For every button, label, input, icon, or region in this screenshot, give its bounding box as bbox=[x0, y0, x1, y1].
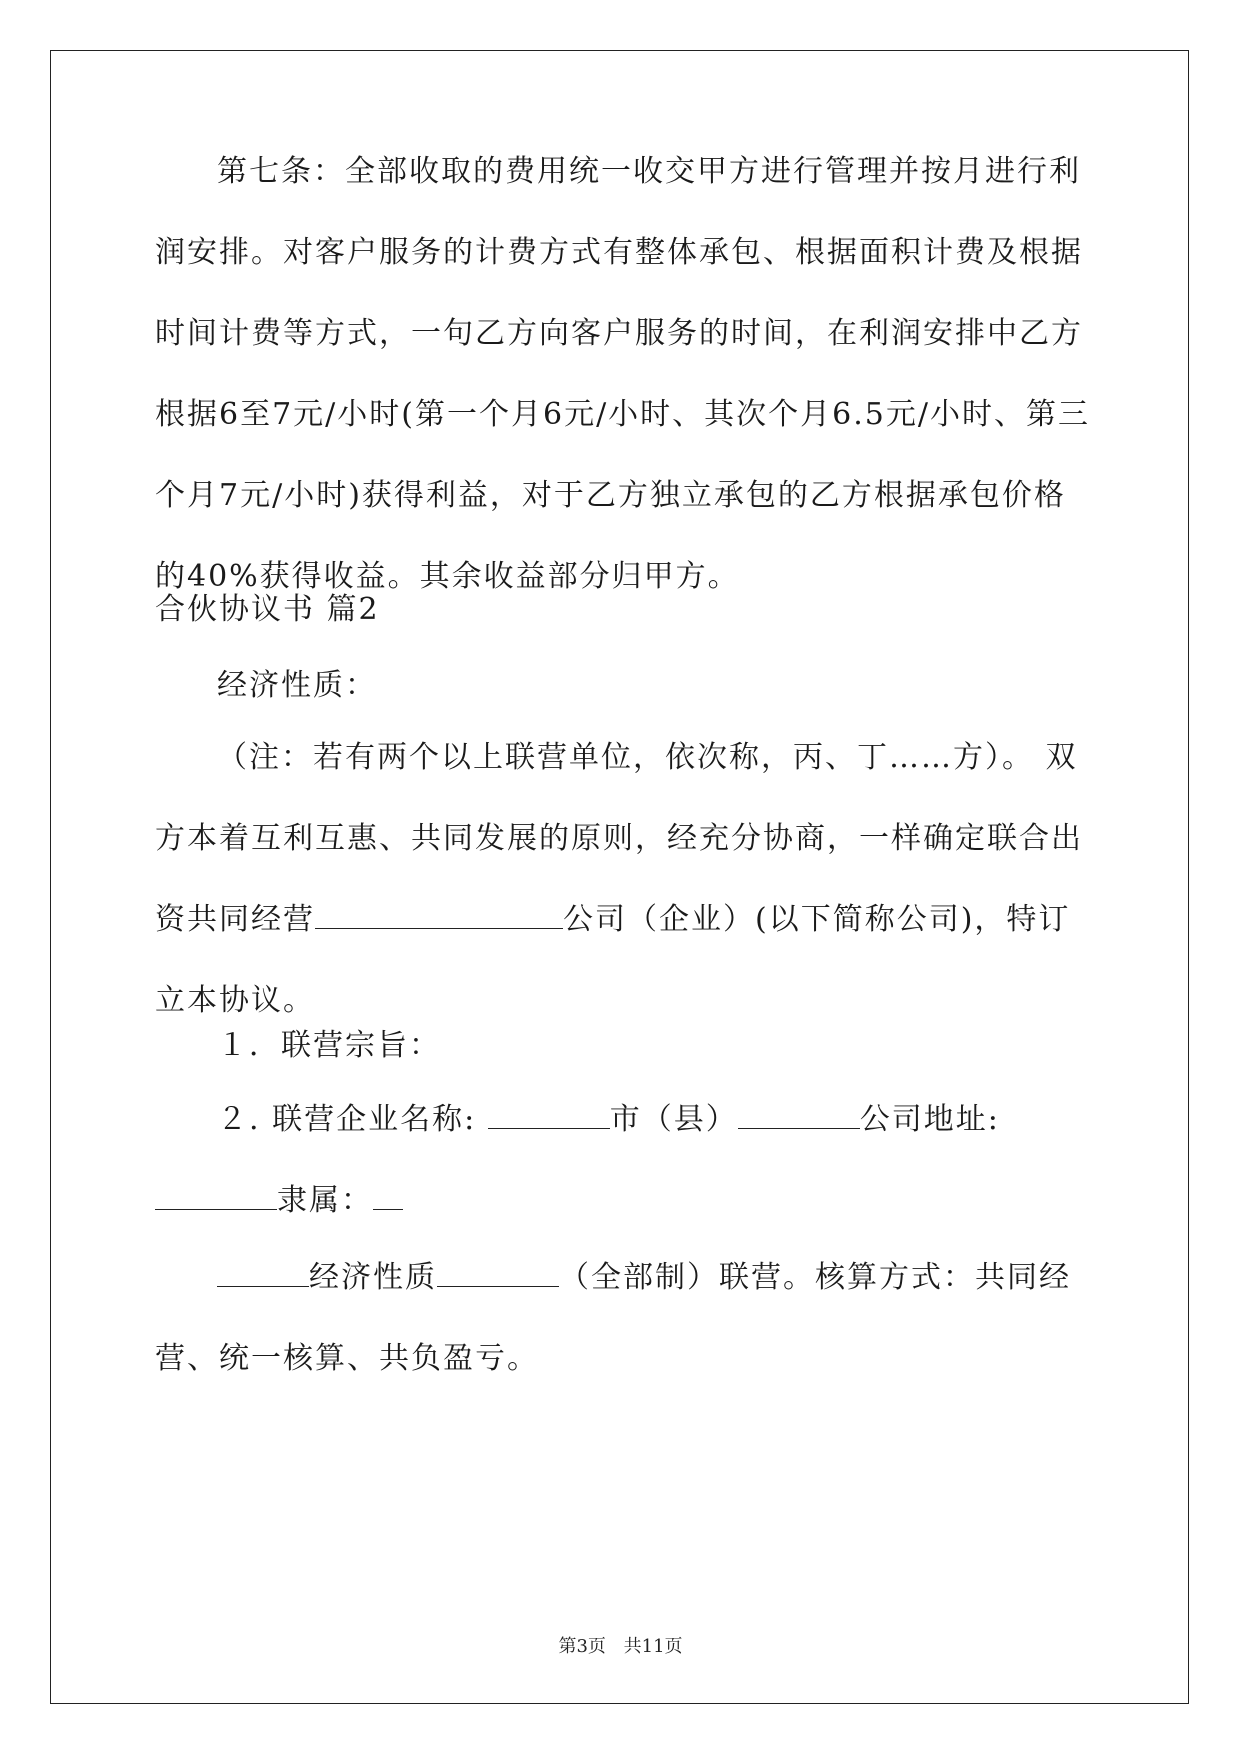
enterprise-name-blank bbox=[488, 1104, 610, 1129]
company-name-blank bbox=[315, 904, 563, 929]
company-address-blank bbox=[155, 1185, 277, 1210]
page-number: 第3页 bbox=[558, 1636, 606, 1657]
affiliation-label: 隶属： bbox=[277, 1183, 373, 1218]
article-seven-paragraph: 第七条：全部收取的费用统一收交甲方进行管理并按月进行利润安排。对客户服务的计费方式有整体承包、根据面积计费及根据时间计费等方式，一句乙方向客户服务的时间，在利润安排中乙方根据6至7元/小时(第一个月6元/小时、其次个月6.5元/小时、第三个月7元/小时)获得利益，对于乙方独立承包的乙方根据承包价格的40%获得收益。其余收益部分归甲方。 bbox=[155, 154, 1090, 594]
intro-text: （注：若有两个以上联营单位，依次称，丙、丁……方）。 双方本着互利互惠、共同发展的原则，经充分协商，一样确定联合出资共 bbox=[155, 740, 1083, 937]
page-footer bbox=[0, 1632, 1241, 1658]
partnership-intro-paragraph bbox=[155, 717, 1090, 1041]
ownership-text: （全部制）联营。核算方式：共同经营、统一核算、共负盈亏。 bbox=[155, 1260, 1071, 1376]
section-heading: 合伙协议书 篇2 bbox=[155, 592, 380, 627]
ownership-paragraph bbox=[155, 1237, 1090, 1399]
city-county-blank bbox=[738, 1104, 860, 1129]
enterprise-name-label: ２. 联营企业名称: bbox=[217, 1102, 488, 1137]
ownership-blank-2 bbox=[437, 1262, 559, 1287]
company-name-prefix: 同经营 bbox=[219, 902, 315, 937]
affiliation-blank bbox=[373, 1185, 403, 1210]
agreement-suffix: 公司（企业）(以下简称公司)，特订立本协议。 bbox=[155, 902, 1071, 1018]
city-county-label: 市（县） bbox=[609, 1102, 738, 1137]
item-joint-purpose: １．联营宗旨： bbox=[217, 1028, 441, 1063]
economic-nature-label: 经济性质： bbox=[217, 668, 377, 703]
total-pages: 共11页 bbox=[623, 1636, 683, 1657]
item-enterprise-name bbox=[155, 1079, 1090, 1241]
company-address-label: 公司地址: bbox=[859, 1102, 1000, 1137]
economic-nature-text: 经济性质 bbox=[309, 1260, 437, 1295]
ownership-blank-1 bbox=[217, 1262, 309, 1287]
